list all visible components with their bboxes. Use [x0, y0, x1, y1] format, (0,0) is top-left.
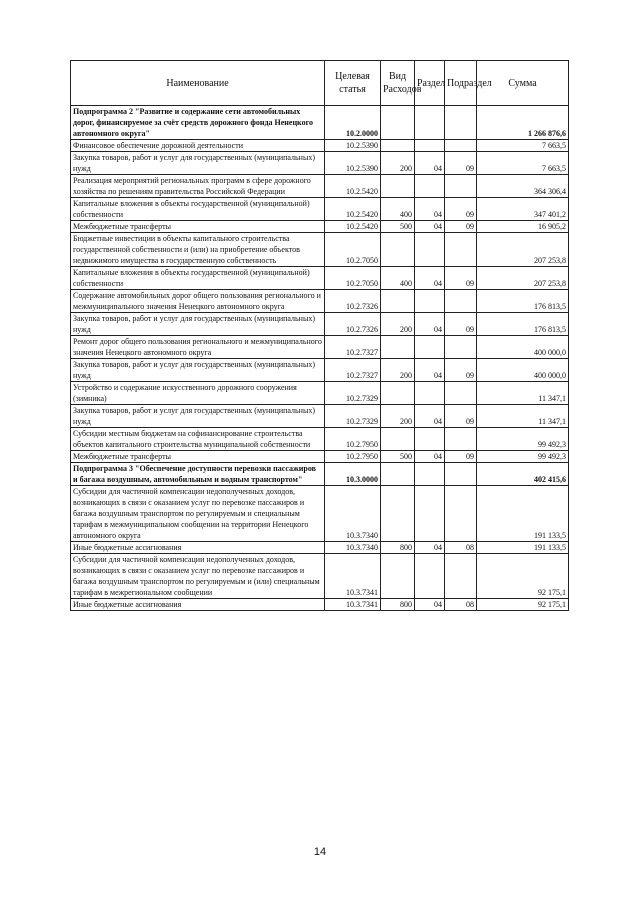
table-row [71, 152, 569, 175]
row-sum: 7 663,5 [477, 152, 569, 175]
row-expense-type [381, 554, 415, 599]
row-expense-type [381, 382, 415, 405]
row-target-article: 10.2.7329 [325, 405, 381, 428]
row-sum: 400 000,0 [477, 336, 569, 359]
row-target-article: 10.2.7327 [325, 359, 381, 382]
header-sum: Сумма [477, 61, 569, 106]
row-sum: 176 813,5 [477, 290, 569, 313]
table-row [71, 463, 569, 486]
row-sum: 207 253,8 [477, 233, 569, 267]
row-expense-type: 800 [381, 542, 415, 554]
row-sum: 207 253,8 [477, 267, 569, 290]
row-target-article: 10.2.5390 [325, 140, 381, 152]
row-section: 04 [415, 451, 445, 463]
row-name: Реализация мероприятий региональных программ в сфере дорожного хозяйства по решениям правительства Российской Федерации [71, 175, 325, 198]
row-section [415, 140, 445, 152]
row-name: Бюджетные инвестиции в объекты капитального строительства государственной собственности и (или) на приобретение объектов недвижимого имущества в государственную собственность [71, 233, 325, 267]
row-expense-type: 500 [381, 221, 415, 233]
row-name: Финансовое обеспечение дорожной деятельности [71, 140, 325, 152]
budget-table [70, 60, 569, 611]
table-row [71, 554, 569, 599]
header-name: Наименование [71, 61, 325, 106]
row-target-article: 10.2.0000 [325, 106, 381, 140]
table-row [71, 267, 569, 290]
row-section: 04 [415, 152, 445, 175]
table-row [71, 599, 569, 611]
row-subsection [445, 554, 477, 599]
row-target-article: 10.2.5420 [325, 198, 381, 221]
row-subsection: 09 [445, 267, 477, 290]
row-expense-type [381, 106, 415, 140]
row-expense-type [381, 140, 415, 152]
row-name: Содержание автомобильных дорог общего пользования регионального и межмуниципального значения Ненецкого автономного округа [71, 290, 325, 313]
row-subsection [445, 106, 477, 140]
row-section: 04 [415, 267, 445, 290]
row-name: Подпрограмма 2 "Развитие и содержание сети автомобильных дорог, финансируемое за счёт средств дорожного фонда Ненецкого автономного округа" [71, 106, 325, 140]
row-target-article: 10.2.7329 [325, 382, 381, 405]
row-section [415, 175, 445, 198]
row-expense-type: 500 [381, 451, 415, 463]
row-target-article: 10.2.5390 [325, 152, 381, 175]
row-sum: 11 347,1 [477, 405, 569, 428]
row-section [415, 486, 445, 542]
row-target-article: 10.2.5420 [325, 221, 381, 233]
row-expense-type: 200 [381, 405, 415, 428]
row-target-article: 10.2.5420 [325, 175, 381, 198]
row-sum: 400 000,0 [477, 359, 569, 382]
table-row [71, 451, 569, 463]
table-row [71, 542, 569, 554]
row-target-article: 10.3.7340 [325, 542, 381, 554]
row-name: Закупка товаров, работ и услуг для государственных (муниципальных) нужд [71, 359, 325, 382]
row-expense-type [381, 233, 415, 267]
table-header-row [71, 61, 569, 106]
row-expense-type [381, 290, 415, 313]
header-subsection: Подраздел [445, 61, 477, 106]
table-row [71, 382, 569, 405]
row-sum: 1 266 876,6 [477, 106, 569, 140]
table-row [71, 198, 569, 221]
row-name: Межбюджетные трансферты [71, 451, 325, 463]
row-section: 04 [415, 599, 445, 611]
row-section [415, 106, 445, 140]
row-subsection: 09 [445, 313, 477, 336]
row-expense-type: 200 [381, 313, 415, 336]
row-sum: 402 415,6 [477, 463, 569, 486]
row-subsection [445, 233, 477, 267]
row-sum: 11 347,1 [477, 382, 569, 405]
row-expense-type: 200 [381, 359, 415, 382]
row-name: Иные бюджетные ассигнования [71, 542, 325, 554]
row-subsection [445, 428, 477, 451]
row-subsection [445, 382, 477, 405]
row-subsection: 09 [445, 198, 477, 221]
row-target-article: 10.2.7326 [325, 313, 381, 336]
row-target-article: 10.2.7950 [325, 451, 381, 463]
row-subsection [445, 290, 477, 313]
row-sum: 191 133,5 [477, 542, 569, 554]
row-target-article: 10.2.7050 [325, 233, 381, 267]
row-name: Субсидии местным бюджетам на софинансирование строительства объектов капитального строительства муниципальной собственности [71, 428, 325, 451]
row-section [415, 554, 445, 599]
row-name: Подпрограмма 3 "Обеспечение доступности перевозки пассажиров и багажа воздушным, автомобильным и водным транспортом" [71, 463, 325, 486]
row-target-article: 10.3.0000 [325, 463, 381, 486]
row-sum: 364 306,4 [477, 175, 569, 198]
table-body [71, 106, 569, 611]
row-subsection: 09 [445, 221, 477, 233]
row-section [415, 290, 445, 313]
row-subsection [445, 140, 477, 152]
row-name: Ремонт дорог общего пользования регионального и межмуниципального значения Ненецкого автономного округа [71, 336, 325, 359]
row-sum: 176 813,5 [477, 313, 569, 336]
row-section [415, 336, 445, 359]
table-row [71, 106, 569, 140]
row-expense-type: 800 [381, 599, 415, 611]
row-sum: 99 492,3 [477, 428, 569, 451]
row-section [415, 428, 445, 451]
row-section: 04 [415, 359, 445, 382]
row-section [415, 233, 445, 267]
row-subsection: 09 [445, 359, 477, 382]
table-row [71, 221, 569, 233]
row-name: Закупка товаров, работ и услуг для государственных (муниципальных) нужд [71, 313, 325, 336]
row-section: 04 [415, 405, 445, 428]
table-row [71, 313, 569, 336]
table-row [71, 140, 569, 152]
row-subsection [445, 486, 477, 542]
row-sum: 7 663,5 [477, 140, 569, 152]
row-name: Закупка товаров, работ и услуг для государственных (муниципальных) нужд [71, 152, 325, 175]
row-section: 04 [415, 542, 445, 554]
header-section: Раздел [415, 61, 445, 106]
row-name: Иные бюджетные ассигнования [71, 599, 325, 611]
header-target-article: Целевая статья [325, 61, 381, 106]
row-section [415, 463, 445, 486]
row-subsection: 09 [445, 451, 477, 463]
table-row [71, 175, 569, 198]
row-name: Межбюджетные трансферты [71, 221, 325, 233]
row-subsection [445, 463, 477, 486]
row-expense-type: 400 [381, 267, 415, 290]
row-name: Субсидии для частичной компенсации недополученных доходов, возникающих в связи с оказанием услуг по перевозке пассажиров и багажа воздушным транспортом по регулируемым и (или) специальным тарифам в межрегиональном сообщении [71, 554, 325, 599]
table-row [71, 336, 569, 359]
row-expense-type: 400 [381, 198, 415, 221]
row-section: 04 [415, 313, 445, 336]
row-target-article: 10.2.7050 [325, 267, 381, 290]
row-name: Субсидии для частичной компенсации недополученных доходов, возникающих в связи с оказанием услуг по перевозке пассажиров и багажа воздушным транспортом по регулируемым и специальным тарифам в межмуниципальном сообщении на территории Ненецкого автономного округа [71, 486, 325, 542]
row-target-article: 10.2.7326 [325, 290, 381, 313]
table-row [71, 428, 569, 451]
table-row [71, 290, 569, 313]
row-target-article: 10.3.7341 [325, 554, 381, 599]
row-subsection: 08 [445, 542, 477, 554]
row-section: 04 [415, 198, 445, 221]
row-name: Устройство и содержание искусственного дорожного сооружения (зимника) [71, 382, 325, 405]
row-sum: 16 905,2 [477, 221, 569, 233]
row-expense-type [381, 486, 415, 542]
table-row [71, 233, 569, 267]
row-expense-type [381, 463, 415, 486]
row-name: Капитальные вложения в объекты государственной (муниципальной) собственности [71, 267, 325, 290]
row-target-article: 10.2.7327 [325, 336, 381, 359]
page-number: 14 [313, 846, 327, 858]
row-subsection: 09 [445, 405, 477, 428]
row-target-article: 10.2.7950 [325, 428, 381, 451]
header-expense-type: Вид Расходов [381, 61, 415, 106]
row-subsection: 08 [445, 599, 477, 611]
row-expense-type [381, 336, 415, 359]
row-section: 04 [415, 221, 445, 233]
table-row [71, 405, 569, 428]
table-row [71, 486, 569, 542]
row-name: Закупка товаров, работ и услуг для государственных (муниципальных) нужд [71, 405, 325, 428]
row-sum: 347 401,2 [477, 198, 569, 221]
row-expense-type [381, 175, 415, 198]
row-section [415, 382, 445, 405]
row-sum: 191 133,5 [477, 486, 569, 542]
row-sum: 92 175,1 [477, 554, 569, 599]
row-name: Капитальные вложения в объекты государственной (муниципальной) собственности [71, 198, 325, 221]
row-subsection: 09 [445, 152, 477, 175]
row-sum: 99 492,3 [477, 451, 569, 463]
row-target-article: 10.3.7340 [325, 486, 381, 542]
row-subsection [445, 175, 477, 198]
row-subsection [445, 336, 477, 359]
row-target-article: 10.3.7341 [325, 599, 381, 611]
row-sum: 92 175,1 [477, 599, 569, 611]
row-expense-type: 200 [381, 152, 415, 175]
table-row [71, 359, 569, 382]
row-expense-type [381, 428, 415, 451]
